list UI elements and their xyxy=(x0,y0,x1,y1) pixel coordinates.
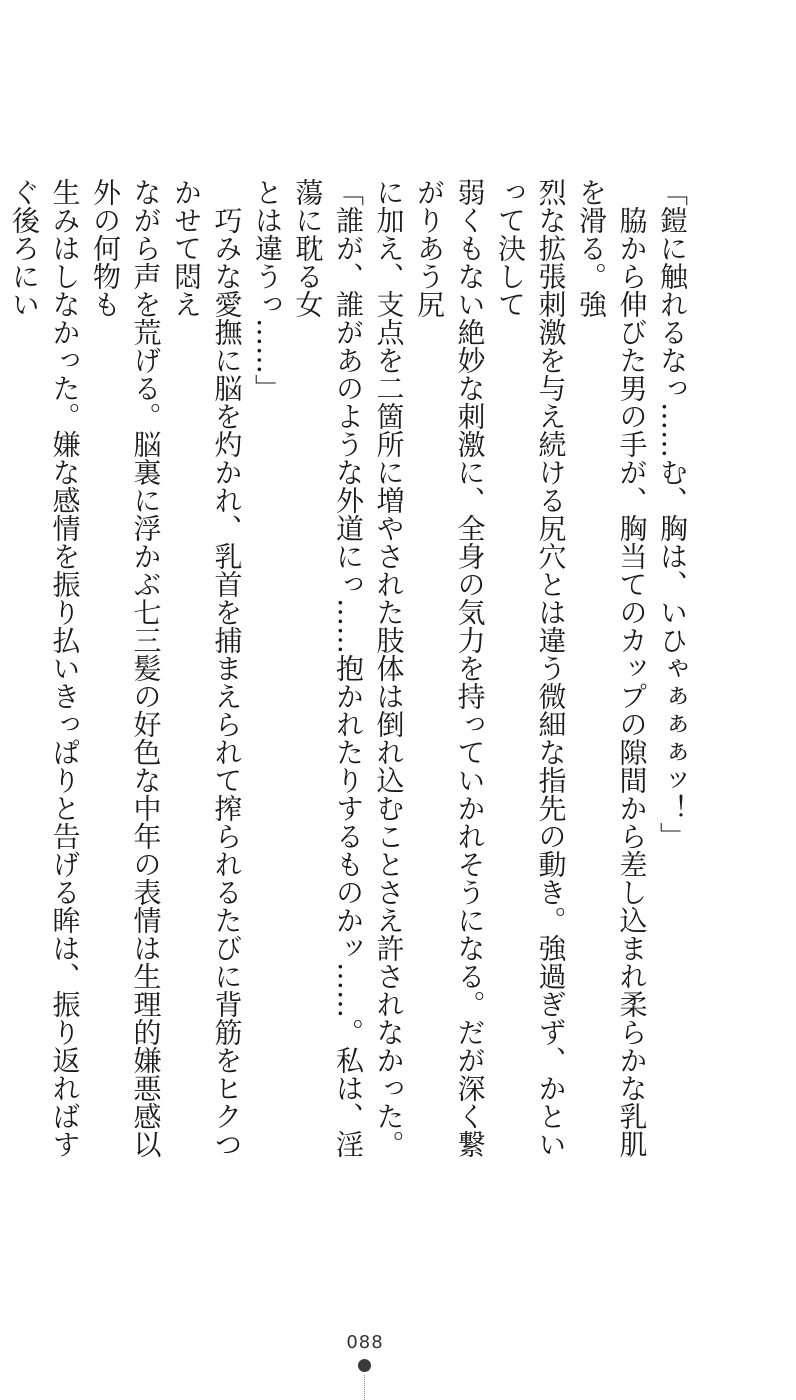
page-number: 088 xyxy=(346,1332,384,1353)
text-line: に加え、支点を二箇所に増やされた肢体は倒れ込むことさえ許されなかった。 xyxy=(372,178,406,1158)
page-marker-line xyxy=(364,1375,365,1400)
text-line: 巧みな愛撫に脳を灼かれ、乳首を捕まえられて搾られるたびに背筋をヒクつかせて悶え xyxy=(170,178,244,1158)
text-line: 「誰が、誰があのような外道にっ……抱かれたりするものかッ……。私は、淫蕩に耽る女 xyxy=(291,178,365,1158)
text-line: 「鎧に触れるなっ……む、胸は、いひゃぁぁぁッ！」 xyxy=(656,178,689,850)
text-line: ながら声を荒げる。脳裏に浮かぶ七三髪の好色な中年の表情は生理的嫌悪感以外の何物も xyxy=(89,178,163,1158)
page-marker-dot-icon xyxy=(358,1359,371,1372)
text-line: 脇から伸びた男の手が、胸当てのカップの隙間から差し込まれ柔らかな乳肌を滑る。強 xyxy=(575,178,649,1158)
text-line: とは違うっ……」 xyxy=(251,178,284,402)
text-line: 弱くもない絶妙な刺激に、全身の気力を持っていかれそうになる。だが深く繋がりあう尻 xyxy=(413,178,487,1158)
text-line xyxy=(0,178,4,1158)
text-line: 烈な拡張刺激を与え続ける尻穴とは違う微細な指先の動き。強過ぎず、かといって決して xyxy=(494,178,568,1158)
vertical-text-body xyxy=(0,178,692,1158)
text-line: 生みはしなかった。嫌な感情を振り払いきっぱりと告げる眸は、振り返ればすぐ後ろにい xyxy=(8,178,82,1158)
